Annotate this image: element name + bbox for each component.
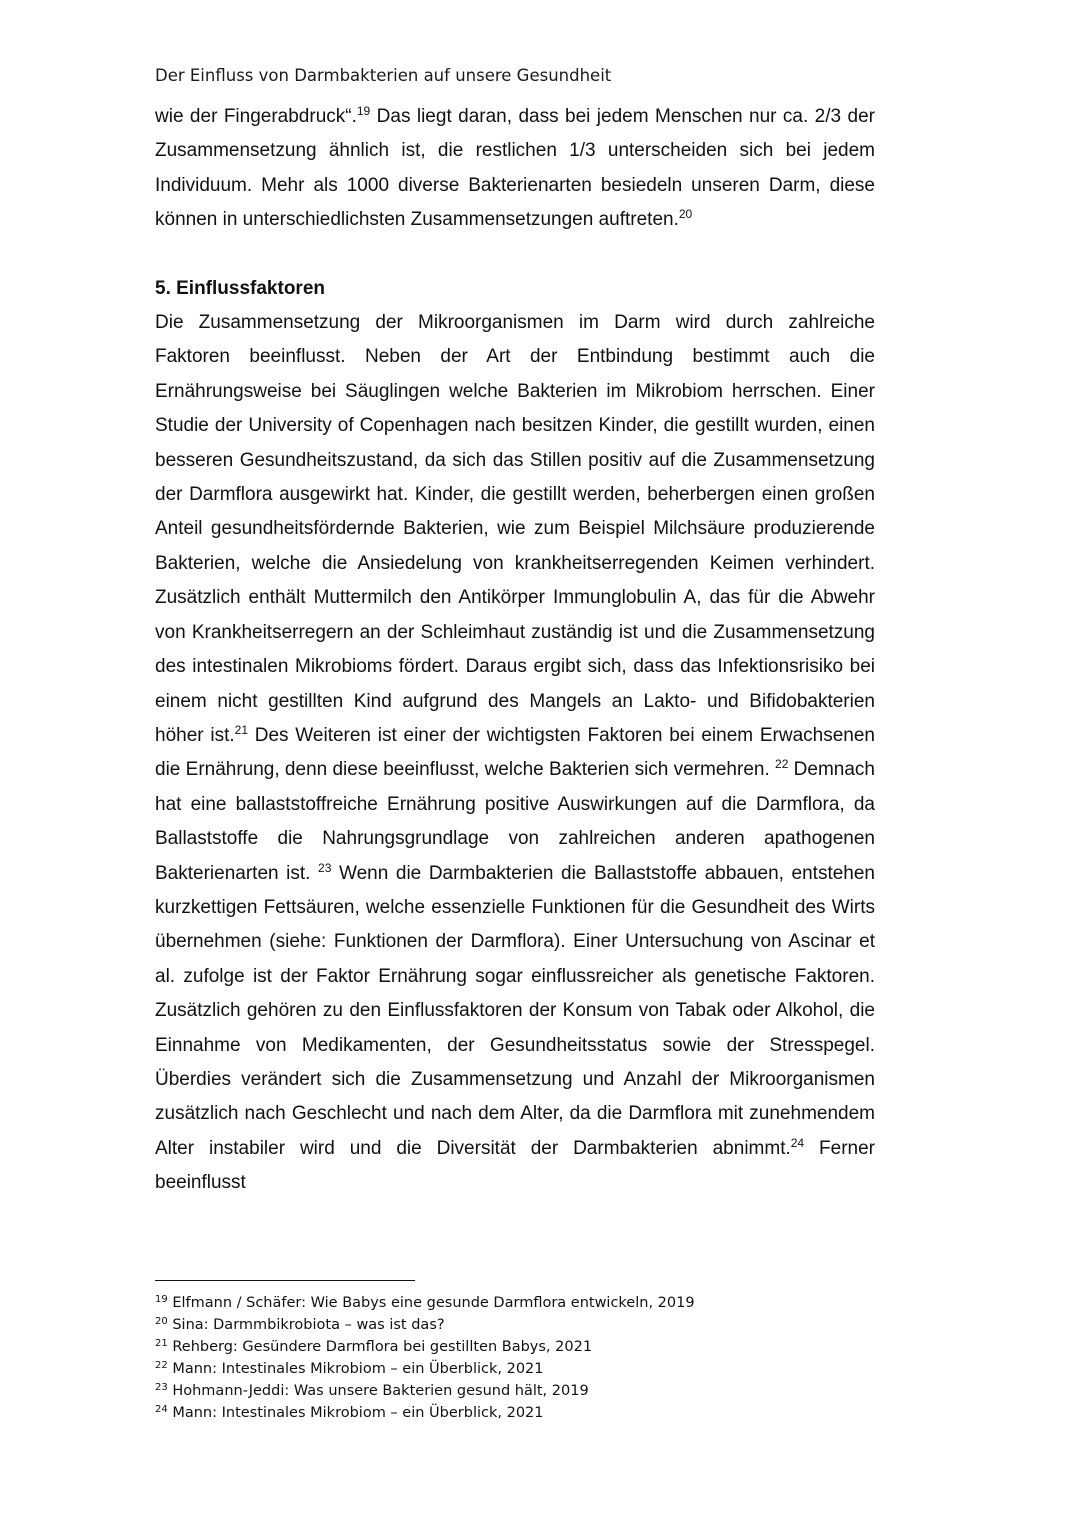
footnote-number: 22 [155, 1360, 168, 1371]
footnote-ref: 22 [775, 757, 789, 772]
footnote-text: Rehberg: Gesündere Darmflora bei gestillten Babys, 2021 [172, 1339, 593, 1355]
footnotes [155, 1292, 915, 1424]
footnote-ref: 23 [318, 860, 332, 875]
section-heading: 5. Einflussfaktoren [155, 277, 325, 299]
intro-paragraph [155, 100, 875, 238]
body-text [155, 100, 875, 1201]
footnote-ref: 19 [356, 104, 371, 118]
footnote [155, 1380, 915, 1402]
footnote-ref: 21 [234, 722, 248, 737]
paragraph-text: Die Zusammensetzung der Mikroorganismen im Darm wird durch zahlreiche Faktoren beeinflusst. Neben der Art der Entbindung bestimmt auch die Ernährungsweise bei Säuglingen welche Bakterien im Mikrobiom herrschen. Einer Studie der University of Copenhagen nach besitzen Kinder, die gestillt wurden, einen besseren Gesundheitszustand, da sich das Stillen positiv auf die Zusammensetzung der Darmflora ausgewirkt hat. Kinder, die gestillt werden, beherbergen einen großen Anteil gesundheitsfördernde Bakterien, wie zum Beispiel Milchsäure produzierende Bakterien, welche die Ansiedelung von krankheitserregenden Keimen verhindert. Zusätzlich enthält Muttermilch den Antikörper Immunglobulin A, das für die Abwehr von Krankheitserregern an der Schleimhaut zuständig ist und die Zusammensetzung des intestinalen Mikrobioms fördert. Daraus ergibt sich, dass das Infektionsrisiko bei einem nicht gestillten Kind aufgrund des Mangels an Lakto- und Bifidobakterien höher ist. [155, 312, 875, 746]
footnote-text: Mann: Intestinales Mikrobiom – ein Überblick, 2021 [172, 1361, 544, 1377]
footnote-separator [155, 1280, 415, 1281]
main-paragraph [155, 306, 875, 1201]
footnote [155, 1336, 915, 1358]
footnote-number: 20 [155, 1316, 168, 1327]
footnote-ref: 24 [790, 1135, 805, 1150]
footnote-text: Mann: Intestinales Mikrobiom – ein Überblick, 2021 [172, 1405, 544, 1421]
paragraph-text: Ferner beeinflusst [155, 1137, 875, 1194]
footnote-number: 21 [155, 1338, 168, 1349]
footnote-number: 23 [155, 1382, 168, 1393]
footnote-number: 24 [155, 1404, 168, 1415]
paragraph-text: Demnach hat eine ballaststoffreiche Ernährung positive Auswirkungen auf die Darmflora, da Ballaststoffe die Nahrungsgrundlage von zahlreichen anderen apathogenen Bakterienarten ist. [155, 759, 875, 884]
paragraph-text: Des Weiteren ist einer der wichtigsten Faktoren bei einem Erwachsenen die Ernährung, denn diese beeinflusst, welche Bakterien sich vermehren. [155, 724, 875, 781]
footnote [155, 1314, 915, 1336]
paragraph-text: Wenn die Darmbakterien die Ballaststoffe abbauen, entstehen kurzkettigen Fettsäuren, welche essenzielle Funktionen für die Gesundheit des Wirts übernehmen (siehe: Funktionen der Darmflora). Einer Untersuchung von Ascinar et al. zufolge ist der Faktor Ernährung sogar einflussreicher als genetische Faktoren. Zusätzlich gehören zu den Einflussfaktoren der Konsum von Tabak oder Alkohol, die Einnahme von Medikamenten, der Gesundheitsstatus sowie der Stresspegel. Überdies verändert sich die Zusammensetzung und Anzahl der Mikroorganismen zusätzlich nach Geschlecht und nach dem Alter, da die Darmflora mit zunehmendem Alter instabiler wird und die Diversität der Darmbakterien abnimmt. [155, 862, 875, 1159]
footnote-text: Elfmann / Schäfer: Wie Babys eine gesunde Darmflora entwickeln, 2019 [172, 1295, 695, 1311]
footnote-text: Hohmann-Jeddi: Was unsere Bakterien gesund hält, 2019 [172, 1383, 589, 1399]
paragraph-text: Das liegt daran, dass bei jedem Menschen nur ca. 2/3 der Zusammensetzung ähnlich ist, die restlichen 1/3 unterscheiden sich bei jedem Individuum. Mehr als 1000 diverse Bakterienarten besiedeln unseren Darm, diese können in unterschiedlichsten Zusammensetzungen auftreten. [155, 106, 875, 231]
footnote-number: 19 [155, 1294, 168, 1305]
footnote-ref: 20 [678, 207, 693, 222]
paragraph-text: wie der Fingerabdruck“. [155, 106, 357, 127]
footnote [155, 1402, 915, 1424]
running-header: Der Einfluss von Darmbakterien auf unsere Gesundheit [155, 66, 612, 85]
footnote-text: Sina: Darmmbikrobiota – was ist das? [172, 1317, 445, 1333]
footnote [155, 1292, 915, 1314]
footnote [155, 1358, 915, 1380]
